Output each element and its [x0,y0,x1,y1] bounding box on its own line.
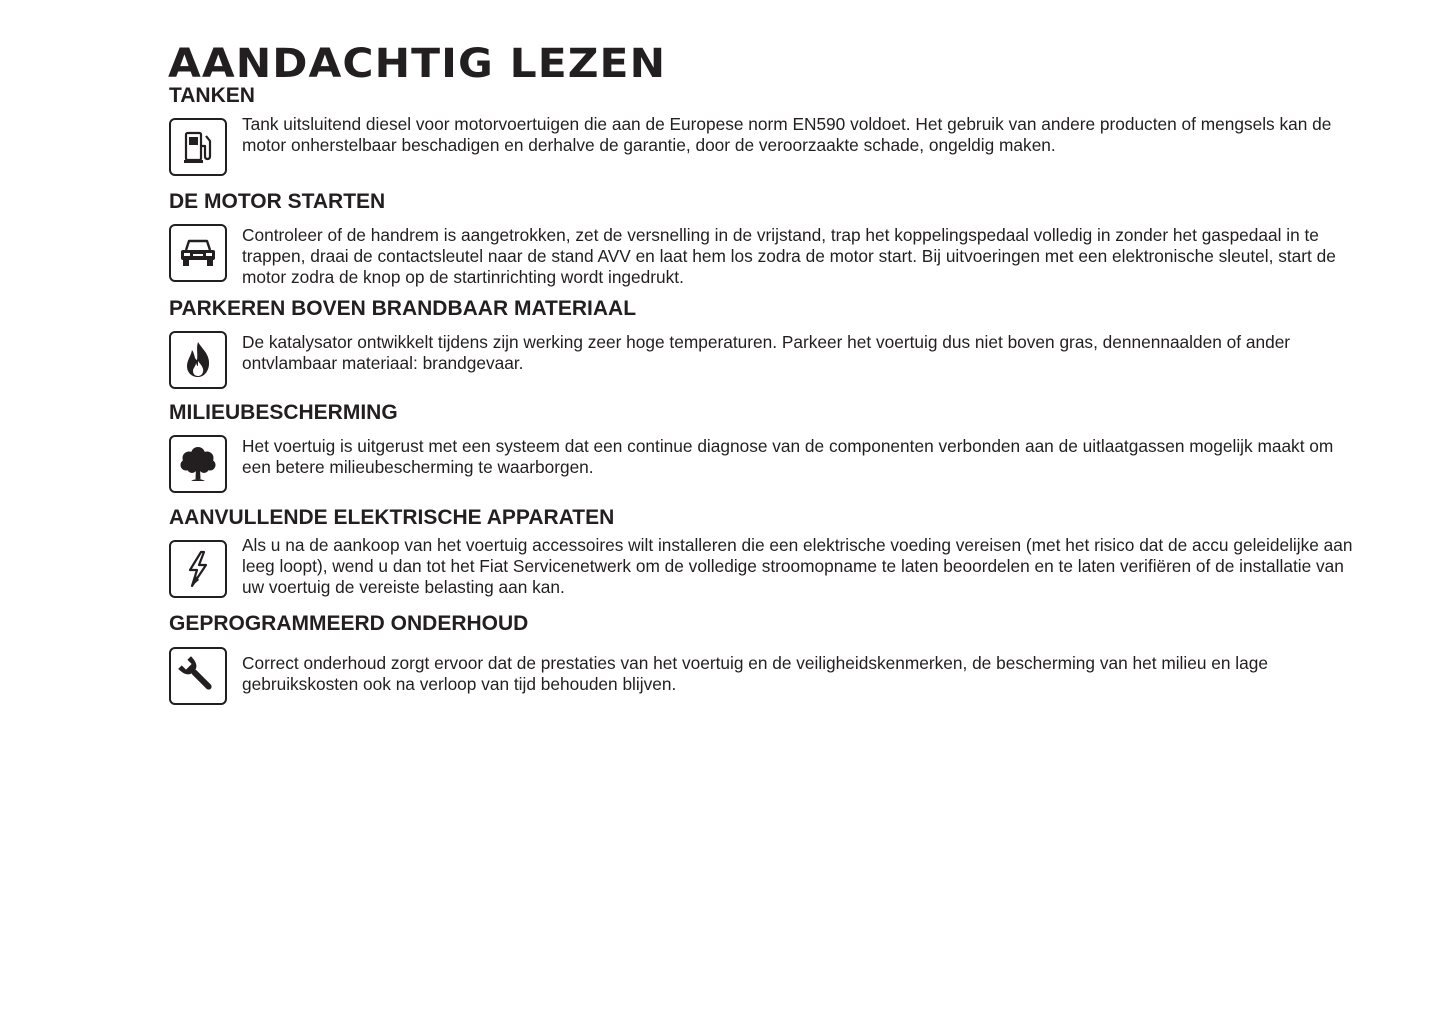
wrench-icon [169,647,227,705]
section-onderhoud [169,612,1364,700]
section-text: Tank uitsluitend diesel voor motorvoertuigen die aan de Europese norm EN590 voldoet. Het gebruik van andere producten of mengsels kan de motor onherstelbaar beschadigen en derhalve de garantie, door de veroorzaakte schade, ongeldig maken. [242,114,1332,155]
car-icon [169,224,227,282]
section-text: Correct onderhoud zorgt ervoor dat de prestaties van het voertuig en de veiligheidskenmerken, de bescherming van het milieu en lage gebruikskosten ook na verloop van tijd behouden blijven. [242,653,1268,694]
lightning-icon [169,540,227,598]
section-parkeren [169,297,1364,385]
fuel-pump-icon [169,118,227,176]
section-heading: DE MOTOR STARTEN [169,190,386,213]
page-title: AANDACHTIG LEZEN [168,41,667,87]
section-motor-starten [169,190,1364,287]
flame-icon [169,331,227,389]
section-heading: PARKEREN BOVEN BRANDBAAR MATERIAAL [169,297,637,320]
section-tanken [169,84,1364,172]
section-text: Controleer of de handrem is aangetrokken, zet de versnelling in de vrijstand, trap het koppelingspedaal volledig in zonder het gaspedaal in te trappen, draai de contactsleutel naar de stand AVV en laat hem los zodra de motor start. Bij uitvoeringen met een elektronische sleutel, start de motor zodra de knop op de startinrichting wordt ingedrukt. [242,225,1336,287]
section-text: De katalysator ontwikkelt tijdens zijn werking zeer hoge temperaturen. Parkeer het voertuig dus niet boven gras, dennennaalden of ander ontvlambaar materiaal: brandgevaar. [242,332,1291,373]
section-elektrische-apparaten [169,506,1364,597]
section-heading: GEPROGRAMMEERD ONDERHOUD [169,612,529,635]
section-heading: TANKEN [169,84,255,107]
section-milieubescherming [169,401,1364,489]
tree-icon [169,435,227,493]
section-text: Als u na de aankoop van het voertuig accessoires wilt installeren die een elektrische voeding vereisen (met het risico dat de accu geleidelijke aan leeg loopt), wend u dan tot het Fiat Servicenetwerk om de volledige stroomopname te laten beoordelen en te laten verifiëren of de installatie van uw voertuig de vereiste belasting aan kan. [242,535,1353,597]
section-heading: AANVULLENDE ELEKTRISCHE APPARATEN [169,506,615,529]
section-heading: MILIEUBESCHERMING [169,401,398,424]
section-text: Het voertuig is uitgerust met een systeem dat een continue diagnose van de componenten verbonden aan de uitlaatgassen mogelijk maakt om een betere milieubescherming te waarborgen. [242,436,1334,477]
